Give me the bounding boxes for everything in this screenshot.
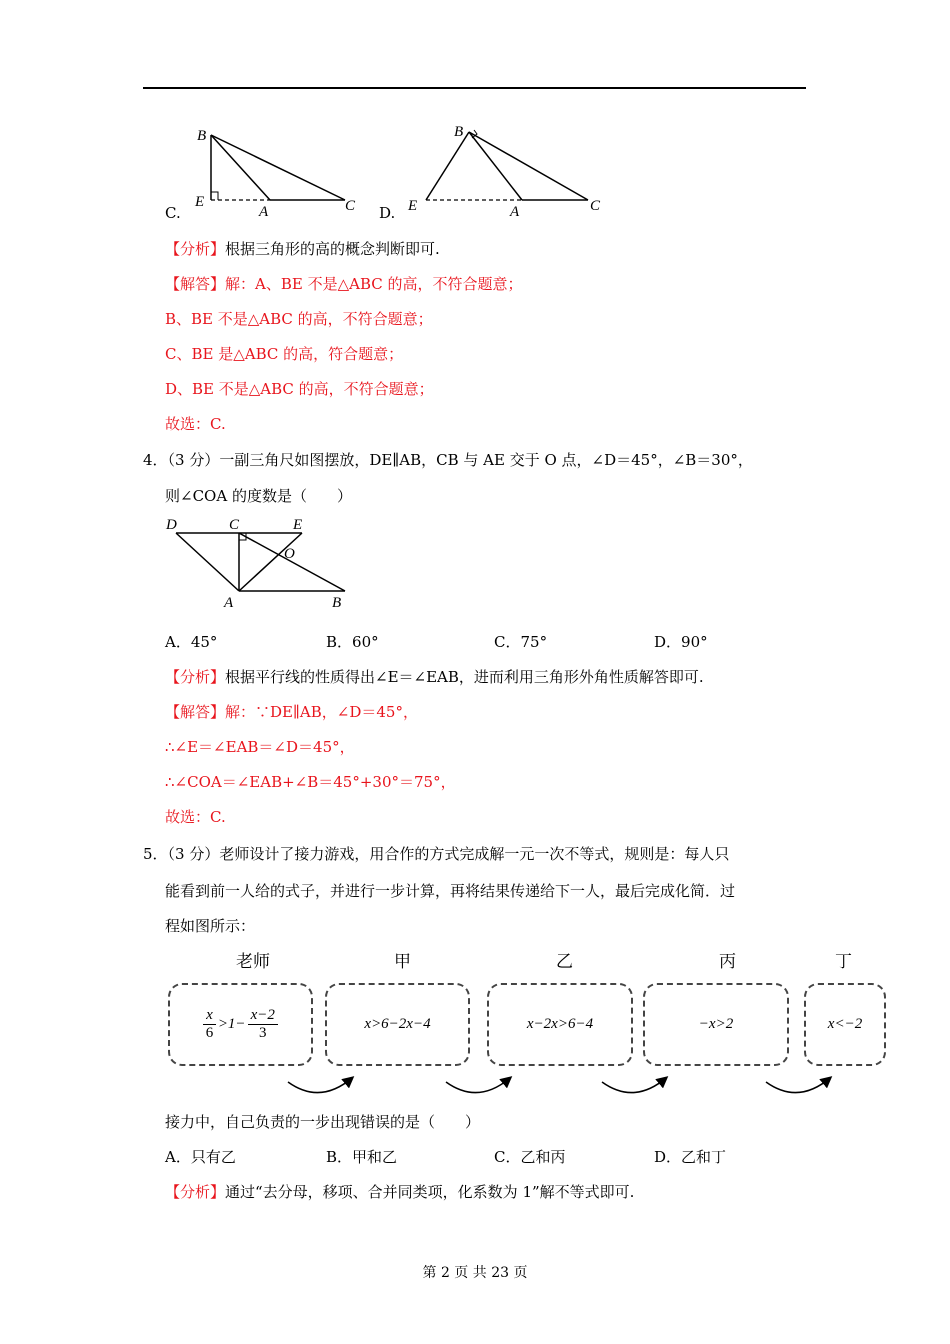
q4-stem-line1: 4．（3 分）一副三角尺如图摆放，DE∥AB，CB 与 AE 交于 O 点，∠D＝45°，∠B＝30°， bbox=[143, 451, 753, 469]
figure-c-triangle bbox=[185, 120, 370, 220]
label-c: C bbox=[229, 517, 240, 533]
label-b: B bbox=[197, 128, 207, 144]
q5-option-b: B．甲和乙 bbox=[326, 1148, 398, 1166]
label-o: O bbox=[284, 546, 295, 562]
option-c-label: C. bbox=[165, 204, 181, 222]
q3-analysis: 【分析】根据三角形的高的概念判断即可. bbox=[165, 240, 440, 258]
ding-expression-box: x<−2 bbox=[804, 983, 886, 1066]
q4-choice: 故选：C. bbox=[165, 808, 226, 826]
label-e: E bbox=[293, 517, 303, 533]
q3-choice: 故选：C. bbox=[165, 415, 226, 433]
q4-option-b: B．60° bbox=[326, 633, 379, 651]
q4-option-c: C．75° bbox=[494, 633, 548, 651]
fraction-x-over-6: $\frac{x}{6}$ bbox=[203, 1007, 216, 1042]
q5-question: 接力中，自己负责的一步出现错误的是（ ） bbox=[165, 1113, 481, 1131]
option-d-label: D. bbox=[379, 204, 396, 222]
jia-expression-box: x>6−2x−4 bbox=[325, 983, 470, 1066]
page-footer: 第 2 页 共 23 页 bbox=[422, 1265, 528, 1281]
figure-q4-set-squares bbox=[160, 512, 360, 612]
label-a: A bbox=[510, 204, 520, 218]
label-a: A bbox=[259, 204, 269, 220]
arrow-icon bbox=[446, 1078, 510, 1093]
q4-answer: 【解答】解：∵DE∥AB，∠D＝45°， bbox=[165, 703, 418, 721]
role-yi: 乙 bbox=[556, 952, 573, 972]
yi-expression-box: x−2x>6−4 bbox=[487, 983, 633, 1066]
role-ding: 丁 bbox=[835, 952, 852, 972]
q5-analysis: 【分析】通过“去分母，移项、合并同类项，化系数为 1”解不等式即可. bbox=[165, 1183, 635, 1201]
q5-stem-line1: 5．（3 分）老师设计了接力游戏，用合作的方式完成解一元一次不等式，规则是：每人只 bbox=[143, 845, 730, 863]
q4-analysis: 【分析】根据平行线的性质得出∠E＝∠EAB，进而利用三角形外角性质解答即可. bbox=[165, 668, 704, 686]
label-e: E bbox=[408, 198, 418, 214]
role-teacher: 老师 bbox=[236, 952, 270, 972]
q3-answer: 【解答】解：A、BE 不是△ABC 的高，不符合题意； bbox=[165, 275, 523, 293]
q4-answer-line3: ∴∠COA＝∠EAB+∠B＝45°+30°＝75°， bbox=[165, 773, 456, 791]
q5-stem-line3: 程如图所示： bbox=[165, 917, 256, 935]
q5-option-d: D．乙和丁 bbox=[654, 1148, 727, 1166]
q4-stem-line2: 则∠COA 的度数是（ ） bbox=[165, 487, 352, 505]
label-a: A bbox=[224, 595, 234, 611]
q3-line-d: D、BE 不是△ABC 的高，不符合题意； bbox=[165, 380, 434, 398]
q3-line-c: C、BE 是△ABC 的高，符合题意； bbox=[165, 345, 404, 363]
teacher-expression-box: $\frac{x}{6}$ >1− $\frac{x-2}{3}$ bbox=[168, 983, 313, 1066]
q5-option-a: A．只有乙 bbox=[165, 1148, 236, 1166]
q5-option-c: C．乙和丙 bbox=[494, 1148, 566, 1166]
label-d: D bbox=[166, 517, 177, 533]
arrow-icon bbox=[602, 1078, 666, 1093]
label-c: C bbox=[345, 198, 356, 214]
label-b: B bbox=[332, 595, 342, 611]
figure-d-triangle bbox=[400, 118, 610, 218]
q4-answer-line2: ∴∠E＝∠EAB＝∠D＝45°， bbox=[165, 738, 355, 756]
role-jia: 甲 bbox=[394, 952, 411, 972]
relay-arrows bbox=[280, 1070, 860, 1100]
q4-option-d: D．90° bbox=[654, 633, 708, 651]
label-c: C bbox=[590, 198, 601, 214]
bing-expression-box: −x>2 bbox=[643, 983, 789, 1066]
label-b: B bbox=[454, 124, 464, 140]
arrow-icon bbox=[288, 1078, 352, 1093]
arrow-icon bbox=[766, 1078, 830, 1093]
q5-stem-line2: 能看到前一人给的式子，并进行一步计算，再将结果传递给下一人，最后完成化简．过 bbox=[165, 882, 736, 900]
role-bing: 丙 bbox=[719, 952, 736, 972]
q3-line-b: B、BE 不是△ABC 的高，不符合题意； bbox=[165, 310, 433, 328]
fraction-x-minus-2-over-3: $\frac{x-2}{3}$ bbox=[248, 1007, 278, 1042]
label-e: E bbox=[195, 194, 205, 210]
q4-option-a: A．45° bbox=[165, 633, 218, 651]
header-rule bbox=[143, 87, 806, 89]
